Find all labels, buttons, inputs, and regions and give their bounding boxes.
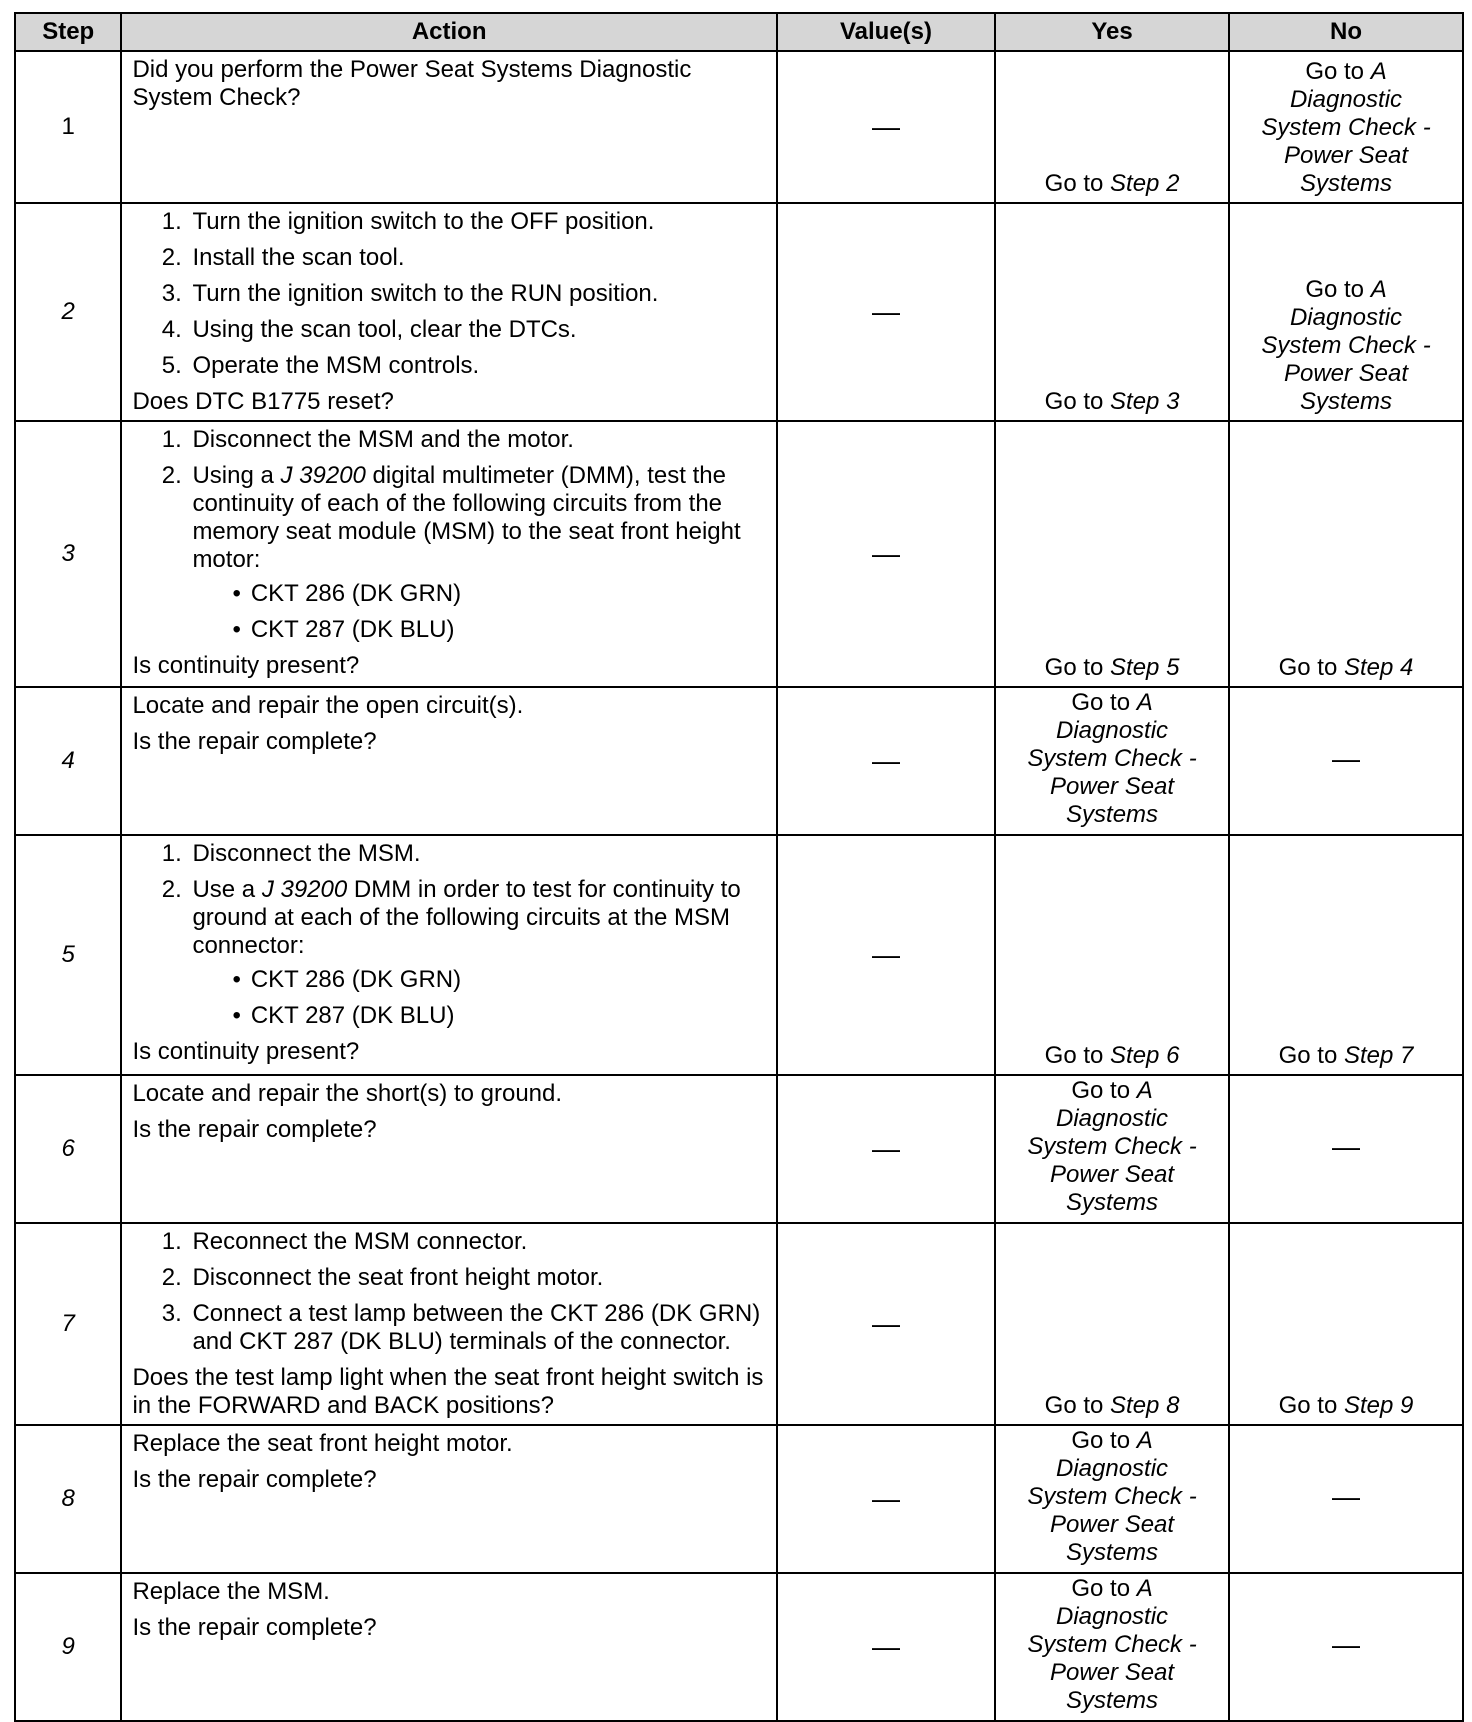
- goto-prefix: Go to: [1278, 1042, 1344, 1069]
- goto-prefix: Go to: [1305, 58, 1371, 85]
- goto-a-label: A: [1370, 276, 1387, 303]
- goto-a-line: Diagnostic: [1289, 304, 1403, 331]
- header-values: Value(s): [777, 13, 995, 51]
- goto-prefix: Go to: [1044, 1392, 1111, 1419]
- yes-cell: [995, 421, 1229, 687]
- value-cell: —: [777, 1075, 995, 1223]
- goto-step-link: Step 5: [1110, 654, 1180, 681]
- goto-diagnostic-check: [1000, 1427, 1224, 1567]
- step-number: 3: [15, 421, 121, 687]
- goto-a-line: Systems: [1066, 1687, 1159, 1714]
- goto-a-line: Diagnostic: [1056, 1455, 1169, 1482]
- value-cell: —: [777, 1223, 995, 1425]
- goto-a-line: Power Seat: [1283, 142, 1409, 169]
- yes-cell: [995, 1425, 1229, 1573]
- goto-a-line: System Check -: [1027, 745, 1197, 772]
- goto-a-line: System Check -: [1261, 332, 1431, 359]
- table-row: [15, 1223, 1463, 1425]
- table-row: [15, 51, 1463, 203]
- action-step-item: [188, 462, 767, 644]
- circuit-item: • CKT 286 (DK GRN): [228, 966, 767, 994]
- goto-a-line: Power Seat: [1050, 1659, 1175, 1686]
- action-question: Does DTC B1775 reset?: [132, 388, 394, 415]
- tool-name: J 39200: [261, 876, 348, 903]
- goto-prefix: Go to: [1044, 654, 1111, 681]
- action-step-item: 3. Connect a test lamp between the CKT 286 (DK GRN) and CKT 287 (DK BLU) terminals of the connector.: [188, 1300, 767, 1356]
- action-steps: [132, 1228, 767, 1356]
- action-step-item: 1. Disconnect the MSM.: [188, 840, 767, 868]
- diagnostic-table: [14, 12, 1464, 1722]
- step-number: 9: [15, 1573, 121, 1721]
- action-step-item: 3. Turn the ignition switch to the RUN position.: [188, 280, 767, 308]
- step-number: 5: [15, 835, 121, 1075]
- goto-diagnostic-check: [1000, 1077, 1224, 1217]
- goto-prefix: Go to: [1071, 689, 1137, 716]
- goto-a-line: System Check -: [1027, 1631, 1197, 1658]
- goto-a-line: Power Seat: [1050, 1511, 1175, 1538]
- no-cell: —: [1229, 1573, 1463, 1721]
- action-text: Replace the MSM.: [132, 1578, 330, 1605]
- goto-a-line: Diagnostic: [1289, 86, 1403, 113]
- circuit-list: [192, 966, 767, 1030]
- goto-prefix: Go to: [1071, 1575, 1137, 1602]
- action-text: DMM in order to test for continuity to ground at each of the following circuits at the MSM connector:: [192, 876, 741, 959]
- action-step-item: [188, 876, 767, 1030]
- goto-prefix: Go to: [1278, 654, 1344, 681]
- value-cell: —: [777, 203, 995, 421]
- step-number: 1: [15, 51, 121, 203]
- goto-a-label: A: [1136, 689, 1153, 716]
- yes-cell: [995, 51, 1229, 203]
- goto-a-line: Systems: [1066, 1189, 1159, 1216]
- yes-cell: [995, 835, 1229, 1075]
- no-cell: —: [1229, 1075, 1463, 1223]
- header-no: No: [1229, 13, 1463, 51]
- header-step: Step: [15, 13, 121, 51]
- goto-step-link: Step 8: [1110, 1392, 1180, 1419]
- goto-prefix: Go to: [1044, 1042, 1111, 1069]
- value-cell: —: [777, 1573, 995, 1721]
- goto-step-link: Step 2: [1110, 170, 1180, 197]
- goto-step-link: Step 7: [1344, 1042, 1414, 1069]
- table-row: [15, 835, 1463, 1075]
- goto-step-link: Step 9: [1344, 1392, 1414, 1419]
- step-number: 6: [15, 1075, 121, 1223]
- action-text: Use a: [192, 876, 262, 903]
- goto-prefix: Go to: [1071, 1077, 1137, 1104]
- goto-a-line: Systems: [1066, 801, 1159, 828]
- action-text: Locate and repair the open circuit(s).: [132, 692, 524, 719]
- no-cell: [1229, 835, 1463, 1075]
- goto-step-link: Step 3: [1110, 388, 1180, 415]
- goto-diagnostic-check: [1234, 58, 1458, 198]
- value-cell: —: [777, 835, 995, 1075]
- no-cell: [1229, 421, 1463, 687]
- action-step-item: 4. Using the scan tool, clear the DTCs.: [188, 316, 767, 344]
- goto-a-line: Diagnostic: [1056, 1603, 1169, 1630]
- action-cell: [121, 1223, 776, 1425]
- goto-a-line: Systems: [1300, 388, 1393, 415]
- yes-cell: [995, 687, 1229, 835]
- header-row: [15, 13, 1463, 51]
- goto-a-line: System Check -: [1027, 1483, 1197, 1510]
- goto-a-label: A: [1370, 58, 1387, 85]
- yes-cell: [995, 1223, 1229, 1425]
- table-row: [15, 1573, 1463, 1721]
- no-cell: [1229, 203, 1463, 421]
- action-step-item: 1. Disconnect the MSM and the motor.: [188, 426, 767, 454]
- table-row: [15, 1425, 1463, 1573]
- action-cell: [121, 421, 776, 687]
- action-cell: [121, 687, 776, 835]
- step-number: 4: [15, 687, 121, 835]
- yes-cell: [995, 1573, 1229, 1721]
- action-cell: [121, 203, 776, 421]
- action-steps: [132, 840, 767, 1030]
- goto-prefix: Go to: [1305, 276, 1371, 303]
- goto-a-line: Diagnostic: [1056, 717, 1169, 744]
- action-step-item: 2. Disconnect the seat front height motor.: [188, 1264, 767, 1292]
- action-question: Is the repair complete?: [132, 1614, 377, 1641]
- goto-a-label: A: [1136, 1575, 1153, 1602]
- goto-a-label: A: [1136, 1427, 1153, 1454]
- action-steps: [132, 208, 767, 380]
- circuit-item: • CKT 287 (DK BLU): [228, 1002, 767, 1030]
- goto-a-line: Power Seat: [1050, 1161, 1175, 1188]
- yes-cell: [995, 1075, 1229, 1223]
- diagnostic-table-sheet: [14, 12, 1464, 1722]
- action-step-item: 5. Operate the MSM controls.: [188, 352, 767, 380]
- table-row: [15, 421, 1463, 687]
- value-cell: —: [777, 51, 995, 203]
- goto-a-line: System Check -: [1027, 1133, 1197, 1160]
- header-yes: Yes: [995, 13, 1229, 51]
- step-number: 8: [15, 1425, 121, 1573]
- no-cell: —: [1229, 687, 1463, 835]
- action-step-item: 2. Install the scan tool.: [188, 244, 767, 272]
- action-question: Is the repair complete?: [132, 1466, 377, 1493]
- action-text: Using a: [192, 462, 281, 489]
- goto-step-link: Step 4: [1344, 654, 1414, 681]
- value-cell: —: [777, 421, 995, 687]
- action-step-item: 1. Reconnect the MSM connector.: [188, 1228, 767, 1256]
- action-question: Did you perform the Power Seat Systems Diagnostic System Check?: [132, 56, 692, 111]
- action-question: Does the test lamp light when the seat front height switch is in the FORWARD and BACK positions?: [132, 1364, 764, 1419]
- circuit-list: [192, 580, 767, 644]
- goto-prefix: Go to: [1071, 1427, 1137, 1454]
- action-text: Replace the seat front height motor.: [132, 1430, 513, 1457]
- goto-diagnostic-check: [1000, 689, 1224, 829]
- circuit-item: • CKT 287 (DK BLU): [228, 616, 767, 644]
- value-cell: —: [777, 1425, 995, 1573]
- goto-prefix: Go to: [1278, 1392, 1344, 1419]
- goto-diagnostic-check: [1000, 1575, 1224, 1715]
- goto-a-line: Power Seat: [1050, 773, 1175, 800]
- value-cell: —: [777, 687, 995, 835]
- action-question: Is the repair complete?: [132, 1116, 377, 1143]
- action-text: Locate and repair the short(s) to ground.: [132, 1080, 563, 1107]
- goto-a-line: System Check -: [1261, 114, 1431, 141]
- action-question: Is the repair complete?: [132, 728, 377, 755]
- goto-step-link: Step 6: [1110, 1042, 1180, 1069]
- action-text: digital multimeter (DMM), test the continuity of each of the following circuits from the memory seat module (MSM) to the seat front height motor:: [192, 462, 741, 573]
- action-cell: [121, 1573, 776, 1721]
- action-cell: [121, 1075, 776, 1223]
- no-cell: [1229, 1223, 1463, 1425]
- no-cell: [1229, 51, 1463, 203]
- no-cell: —: [1229, 1425, 1463, 1573]
- goto-a-line: Systems: [1066, 1539, 1159, 1566]
- table-row: [15, 1075, 1463, 1223]
- goto-prefix: Go to: [1044, 170, 1111, 197]
- action-step-item: 1. Turn the ignition switch to the OFF position.: [188, 208, 767, 236]
- goto-a-line: Power Seat: [1283, 360, 1409, 387]
- goto-a-line: Systems: [1300, 170, 1393, 197]
- action-cell: [121, 51, 776, 203]
- goto-a-line: Diagnostic: [1056, 1105, 1169, 1132]
- action-cell: [121, 1425, 776, 1573]
- table-row: [15, 687, 1463, 835]
- action-steps: [132, 426, 767, 644]
- action-cell: [121, 835, 776, 1075]
- action-question: Is continuity present?: [132, 1038, 360, 1065]
- goto-a-label: A: [1136, 1077, 1153, 1104]
- goto-diagnostic-check: [1234, 276, 1458, 416]
- step-number: 2: [15, 203, 121, 421]
- goto-prefix: Go to: [1044, 388, 1111, 415]
- action-question: Is continuity present?: [132, 652, 360, 679]
- tool-name: J 39200: [280, 462, 366, 489]
- yes-cell: [995, 203, 1229, 421]
- step-number: 7: [15, 1223, 121, 1425]
- table-row: [15, 203, 1463, 421]
- header-action: Action: [121, 13, 776, 51]
- circuit-item: • CKT 286 (DK GRN): [228, 580, 767, 608]
